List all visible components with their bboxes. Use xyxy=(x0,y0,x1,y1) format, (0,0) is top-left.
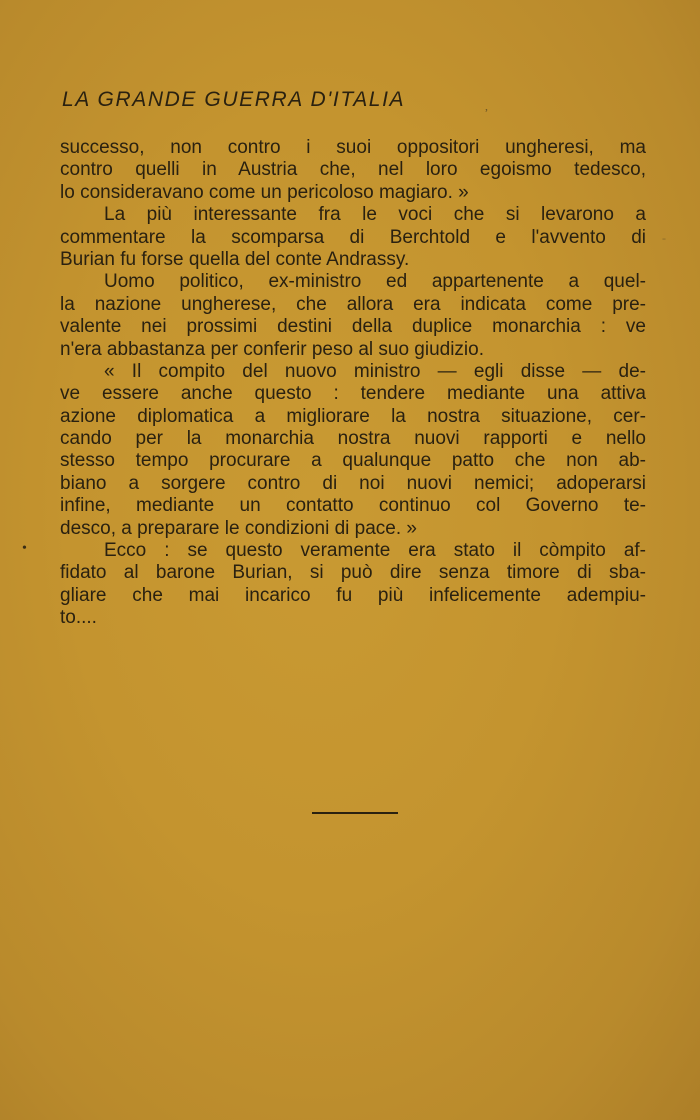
text-line: to.... xyxy=(60,607,97,629)
text-line: « Il compito del nuovo ministro — egli disse — de- xyxy=(104,360,646,382)
text-line: infine, mediante un contatto continuo col Governo te- xyxy=(60,495,646,517)
running-head: LA GRANDE GUERRA D'ITALIA xyxy=(62,88,406,111)
body-text xyxy=(60,137,646,630)
print-speck: , xyxy=(485,99,488,113)
text-line: contro quelli in Austria che, nel loro egoismo tedesco, xyxy=(60,159,646,181)
text-line: Burian fu forse quella del conte Andrassy. xyxy=(60,248,410,270)
text-line: azione diplomatica a migliorare la nostra situazione, cer- xyxy=(60,405,646,427)
section-divider xyxy=(312,812,398,814)
text-line: fidato al barone Burian, si può dire senza timore di sba- xyxy=(60,562,646,584)
text-line: valente nei prossimi destini della duplice monarchia : ve xyxy=(60,316,646,338)
text-line: successo, non contro i suoi oppositori ungheresi, ma xyxy=(60,137,646,158)
text-line: biano a sorgere contro di noi nuovi nemici; adoperarsi xyxy=(60,472,646,494)
text-line: lo consideravano come un pericoloso magiaro. » xyxy=(60,181,469,203)
text-line: Ecco : se questo veramente era stato il còmpito af- xyxy=(104,540,646,562)
text-line: desco, a preparare le condizioni di pace. » xyxy=(60,517,418,539)
text-line: La più interessante fra le voci che si levarono a xyxy=(104,204,646,226)
text-line: Uomo politico, ex-ministro ed appartenente a quel- xyxy=(104,271,646,293)
text-line: n'era abbastanza per conferir peso al suo giudizio. xyxy=(60,338,485,360)
text-line: ve essere anche questo : tendere mediante una attiva xyxy=(60,383,646,405)
text-line: cando per la monarchia nostra nuovi rapporti e nello xyxy=(60,428,646,450)
margin-mark: • xyxy=(22,541,27,556)
print-speck: - xyxy=(662,231,666,245)
text-line: gliare che mai incarico fu più infelicemente adempiu- xyxy=(60,584,646,606)
text-line: la nazione ungherese, che allora era indicata come pre- xyxy=(60,293,646,315)
text-line: stesso tempo procurare a qualunque patto che non ab- xyxy=(60,450,646,472)
text-line: commentare la scomparsa di Berchtold e l'avvento di xyxy=(60,226,646,248)
